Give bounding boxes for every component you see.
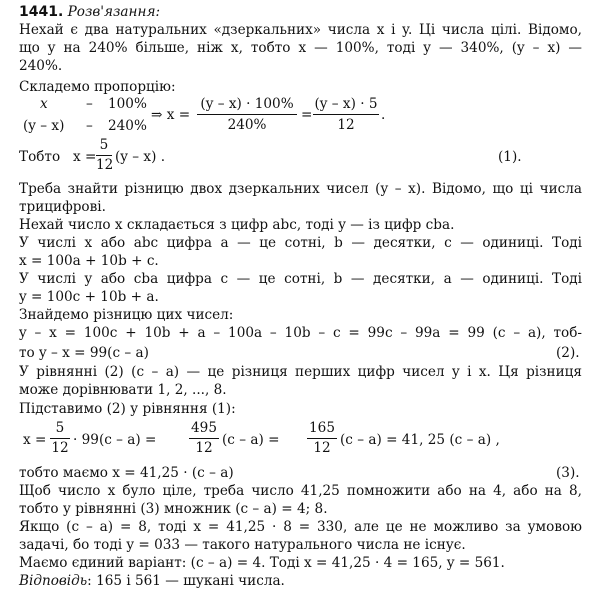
text-line: тобто у рівнянні (3) множник (c – a) = 4; 8.: [19, 501, 328, 517]
proportion-value: 240%: [108, 118, 147, 134]
fraction-numerator: 5: [99, 137, 109, 153]
proportion-dash: –: [86, 96, 93, 112]
eq-lhs: x =: [73, 149, 97, 165]
text-line: Якщо (c – a) = 8, тоді x = 41,25 · 8 = 330, але це не можливо за умовою: [19, 519, 582, 535]
text-line: Складемо пропорцію:: [19, 79, 176, 95]
proportion-dash: –: [86, 118, 93, 134]
text-line: Знайдемо різницю цих чисел:: [19, 307, 234, 323]
text-line: Нехай число x складається з цифр abc, тоді y — із цифр cba.: [19, 217, 455, 233]
fraction-bar: [307, 438, 337, 439]
equation-ref: (2).: [556, 345, 580, 361]
fraction-numerator: (y – x) · 5: [314, 96, 378, 112]
fraction-bar: [50, 438, 70, 439]
problem-header: [19, 3, 582, 21]
eq-middle: (c – a) =: [222, 432, 280, 448]
eq-middle: · 99(c – a) =: [73, 432, 157, 448]
fraction-denominator: 12: [337, 117, 355, 133]
equation-ref: (1).: [498, 149, 522, 165]
text-line: y – x = 100c + 10b + a – 100a – 10b – c = 99c – 99a = 99 (c – a), тоб-: [19, 325, 582, 341]
text-line: Нехай є два натуральних «дзеркальних» числа x і y. Ці числа цілі. Відомо,: [19, 22, 582, 38]
proportion-x: x: [40, 96, 48, 112]
equals-sign: =: [301, 107, 313, 123]
fraction-bar: [96, 155, 112, 156]
text-line: тобто маємо x = 41,25 · (c – a): [19, 465, 234, 481]
fraction-denominator: 12: [96, 157, 114, 173]
fraction-denominator: 12: [195, 440, 213, 456]
fraction-bar: [197, 114, 297, 115]
text-line: що y на 240% більше, ніж x, тобто x — 100%, тоді y — 340%, (y – x) —: [19, 40, 582, 56]
answer-text: : 165 і 561 — шукані числа.: [87, 573, 285, 589]
fraction-numerator: 165: [309, 420, 335, 436]
text-line: задачі, бо тоді y = 033 — такого натурального числа не існує.: [19, 537, 466, 553]
solution-heading: Розв'язання:: [67, 4, 161, 20]
text-line: може дорівнювати 1, 2, ..., 8.: [19, 382, 227, 398]
text-line: то y – x = 99(c – a): [19, 345, 149, 361]
text-line: Маємо єдиний варіант: (c – a) = 4. Тоді x = 41,25 · 4 = 165, y = 561.: [19, 555, 505, 571]
eq-lhs: x =: [23, 432, 47, 448]
implies-x: ⇒ x =: [151, 107, 191, 123]
text-line: У числі x або abc цифра a — це сотні, b — десятки, c — одиниці. Тоді: [19, 235, 582, 251]
fraction-bar: [189, 438, 219, 439]
text-line: У числі y або cba цифра c — це сотні, b — десятки, a — одиниці. Тоді: [19, 271, 582, 287]
text-line: x = 100a + 10b + c.: [19, 253, 159, 269]
fraction-denominator: 12: [51, 440, 69, 456]
text-line: Треба знайти різницю двох дзеркальних чисел (y – x). Відомо, що ці числа: [19, 181, 582, 197]
text-tobto: Тобто: [19, 149, 61, 165]
period: .: [381, 107, 386, 123]
eq-tail: (y – x) .: [115, 149, 166, 165]
fraction-denominator: 240%: [227, 117, 267, 133]
proportion-difference: (y – x): [23, 118, 65, 134]
answer-label: Відповідь: [19, 573, 88, 589]
text-line: Підставимо (2) у рівняння (1):: [19, 401, 236, 417]
text-line: У рівнянні (2) (c – a) — це різниця перших цифр чисел y і x. Ця різниця: [19, 364, 582, 380]
proportion-value: 100%: [108, 96, 147, 112]
fraction-bar: [313, 114, 379, 115]
text-line: 240%.: [19, 58, 63, 74]
answer-line: [19, 572, 582, 590]
text-line: трицифрові.: [19, 199, 106, 215]
fraction-numerator: (y – x) · 100%: [200, 96, 294, 112]
equation-ref: (3).: [556, 465, 580, 481]
text-line: y = 100c + 10b + a.: [19, 289, 159, 305]
problem-number: 1441.: [19, 4, 64, 20]
fraction-denominator: 12: [313, 440, 331, 456]
eq-result: (c – a) = 41, 25 (c – a) ,: [340, 432, 500, 448]
fraction-numerator: 495: [191, 420, 217, 436]
text-line: Щоб число x було ціле, треба число 41,25 помножити або на 4, або на 8,: [19, 483, 582, 499]
fraction-numerator: 5: [55, 420, 65, 436]
